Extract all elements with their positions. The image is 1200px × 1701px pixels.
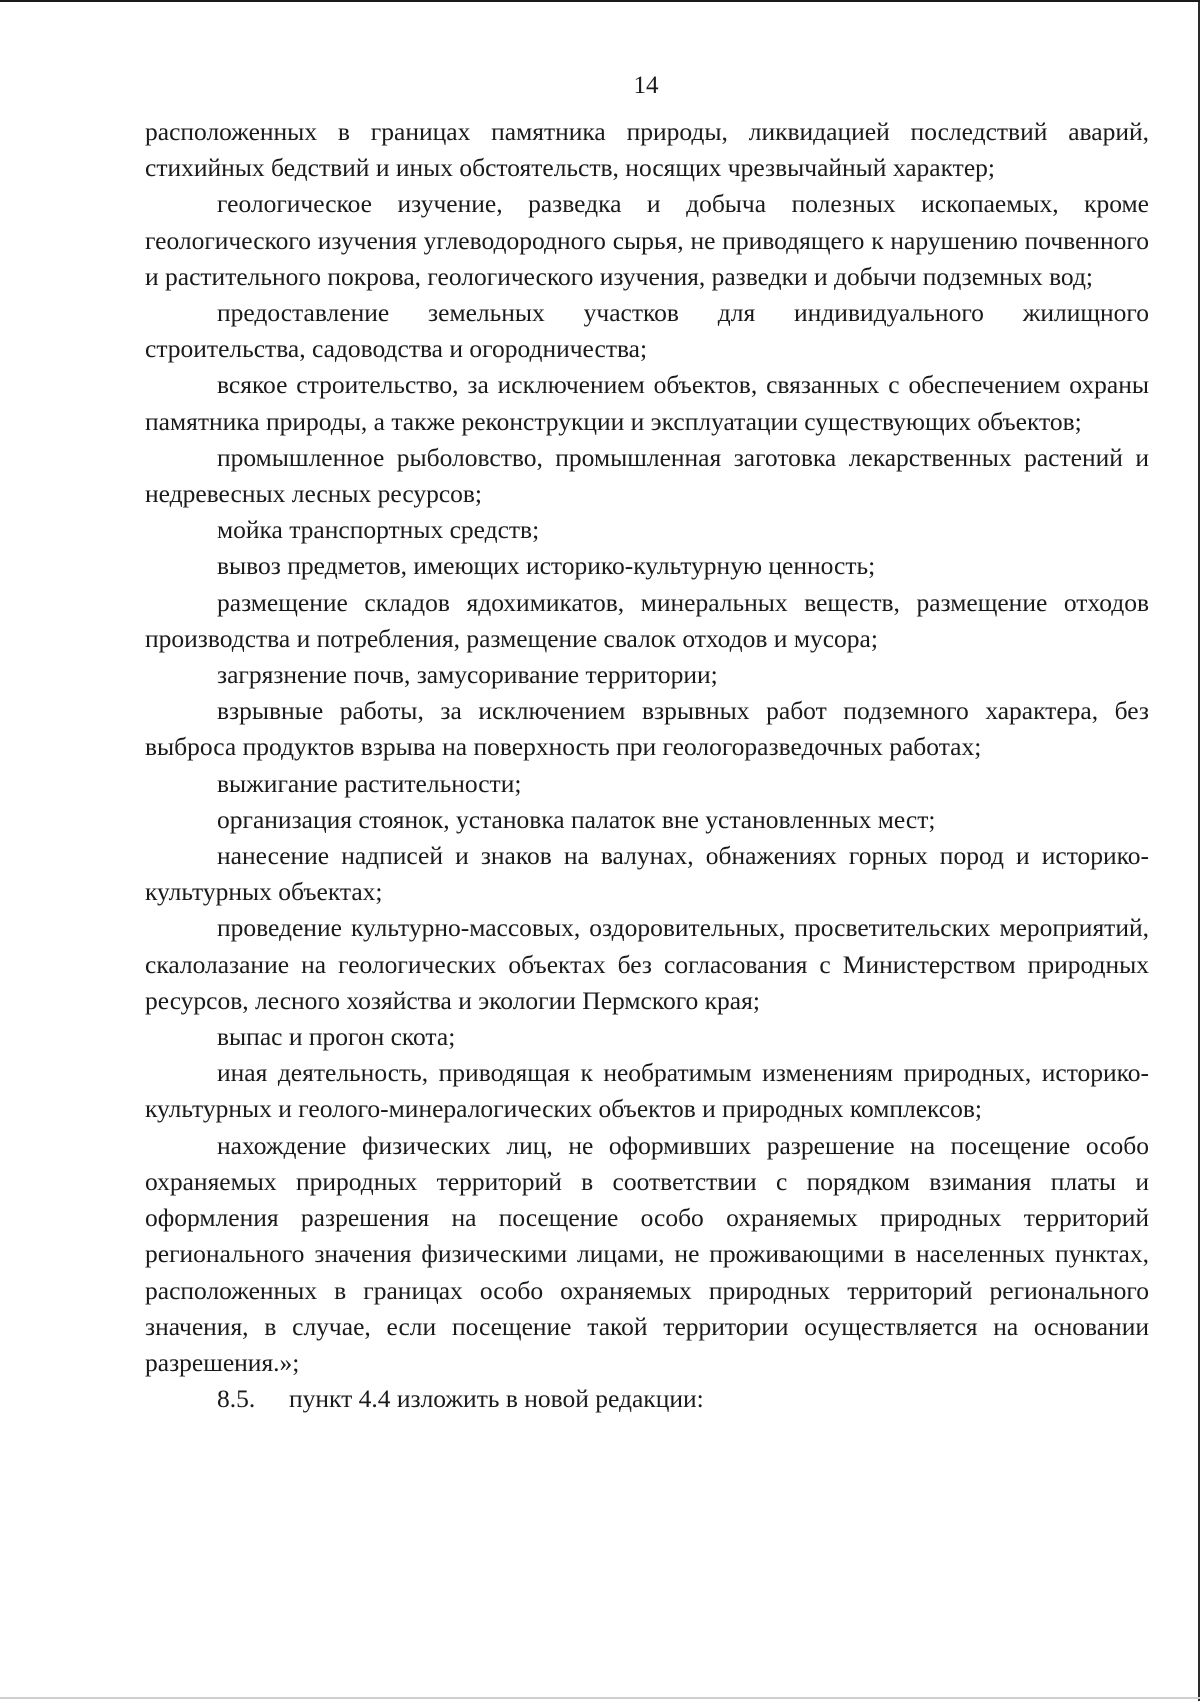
paragraph: промышленное рыболовство, промышленная заготовка лекарственных растений и недревесных лесных ресурсов;: [145, 442, 1149, 509]
paragraph: геологическое изучение, разведка и добыча полезных ископаемых, кроме геологического изучения углеводородного сырья, не приводящего к нарушению почвенного и растительного покрова, геологического изучения, разведки и добычи подземных вод;: [145, 189, 1149, 291]
paragraph: нахождение физических лиц, не оформивших разрешение на посещение особо охраняемых природных территорий в соответствии с порядком взимания платы и оформления разрешения на посещение особо охраняемых природных территорий регионального значения физическими лицами, не проживающими в населенных пунктах, расположенных в границах особо охраняемых природных территорий регионального значения, в случае, если посещение такой территории осуществляется на основании разрешения.»;: [145, 1130, 1149, 1377]
paragraph: предоставление земельных участков для индивидуального жилищного строительства, садоводства и огородничества;: [145, 298, 1149, 364]
page-number: 14: [633, 72, 659, 99]
numbered-item: [145, 1381, 1149, 1417]
item-number: 8.5.: [217, 1384, 256, 1414]
paragraph: мойка транспортных средств;: [217, 515, 540, 545]
paragraph: выжигание растительности;: [217, 768, 522, 798]
paragraph: всякое строительство, за исключением объектов, связанных с обеспечением охраны памятника природы, а также реконструкции и эксплуатации существующих объектов;: [145, 370, 1149, 436]
paragraph: выпас и прогон скота;: [217, 1022, 456, 1052]
item-text: пункт 4.4 изложить в новой редакции:: [289, 1384, 704, 1414]
paragraph: размещение складов ядохимикатов, минеральных веществ, размещение отходов производства и потребления, размещение свалок отходов и мусора;: [145, 587, 1149, 653]
paragraph: нанесение надписей и знаков на валунах, обнажениях горных пород и историко-культурных объектах;: [145, 841, 1149, 907]
paragraph: проведение культурно-массовых, оздоровительных, просветительских мероприятий, скалолазание на геологических объектах без согласования с Министерством природных ресурсов, лесного хозяйства и экологии Пермского края;: [145, 913, 1149, 1015]
paragraph: иная деятельность, приводящая к необратимым изменениям природных, историко-культурных и геолого-минералогических объектов и природных комплексов;: [145, 1058, 1149, 1124]
paragraph: взрывные работы, за исключением взрывных работ подземного характера, без выброса продуктов взрыва на поверхность при геологоразведочных работах;: [145, 696, 1149, 762]
paragraph: организация стоянок, установка палаток вне установленных мест;: [217, 804, 936, 834]
paragraph: вывоз предметов, имеющих историко-культурную ценность;: [217, 551, 876, 581]
paragraph: загрязнение почв, замусоривание территории;: [217, 660, 718, 690]
paragraph: расположенных в границах памятника природы, ликвидацией последствий аварий, стихийных бедствий и иных обстоятельств, носящих чрезвычайный характер;: [145, 117, 1149, 183]
document-body: [145, 114, 1149, 1417]
